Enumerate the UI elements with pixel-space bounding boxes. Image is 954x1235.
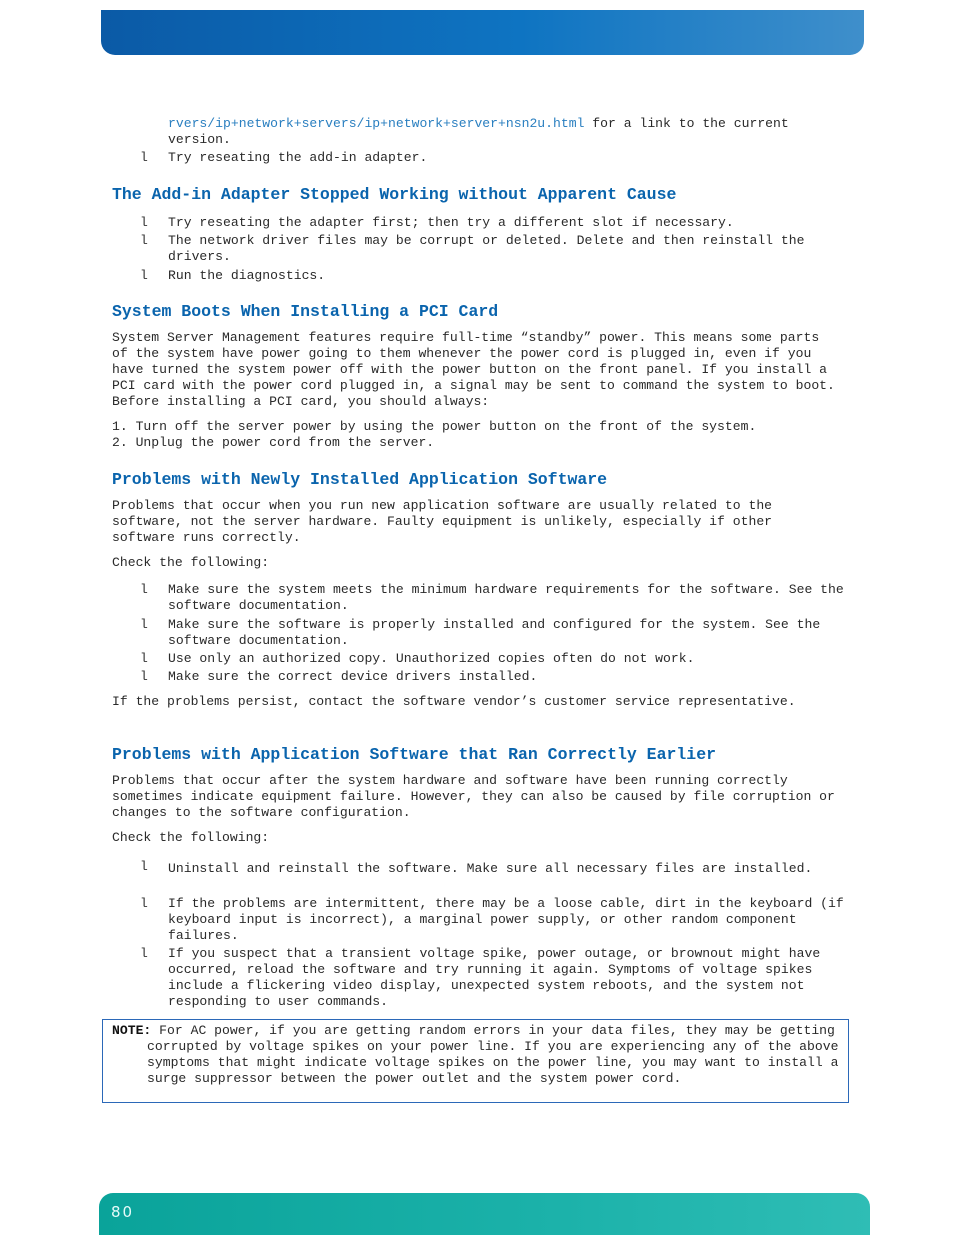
list-item: Try reseating the adapter first; then try a different slot if necessary. bbox=[168, 215, 734, 230]
heading-new-software: Problems with Newly Installed Application Software bbox=[112, 470, 608, 489]
list-item: The network driver files may be corrupt or deleted. Delete and then reinstall the drivers. bbox=[168, 233, 805, 264]
header-band bbox=[101, 10, 864, 55]
bullet-marker: l bbox=[140, 215, 148, 230]
bullet-marker: l bbox=[140, 582, 148, 597]
bullet-marker: l bbox=[140, 233, 148, 248]
step-item: 2. Unplug the power cord from the server. bbox=[112, 435, 435, 450]
system-boots-paragraph: System Server Management features require full-time “standby” power. This means some parts of the system have power going to them whenever the power cord is plugged in, even if you have turned the system power off with the power button on the front panel. If you install a PCI card with the power cord plugged in, a signal may be sent to command the system to boot. Before installing a PCI card, you should always: bbox=[112, 330, 835, 409]
page-number: 80 bbox=[111, 1203, 135, 1221]
bullet-marker: l bbox=[140, 150, 148, 165]
list-item: Use only an authorized copy. Unauthorized copies often do not work. bbox=[168, 651, 695, 666]
note-label: NOTE: bbox=[112, 1023, 152, 1038]
bullet-marker: l bbox=[140, 859, 148, 874]
list-item: Uninstall and reinstall the software. Make sure all necessary files are installed. bbox=[168, 861, 813, 876]
list-item: Make sure the correct device drivers installed. bbox=[168, 669, 538, 684]
note-text bbox=[112, 1023, 879, 1087]
list-item: Run the diagnostics. bbox=[168, 268, 326, 283]
heading-system-boots: System Boots When Installing a PCI Card bbox=[112, 302, 499, 321]
intro-link-line bbox=[168, 116, 848, 148]
closing-paragraph: If the problems persist, contact the software vendor’s customer service representative. bbox=[112, 694, 796, 709]
check-label: Check the following: bbox=[112, 830, 270, 845]
list-item: If the problems are intermittent, there may be a loose cable, dirt in the keyboard (if keyboard input is incorrect), a marginal power supply, or other random component failures. bbox=[168, 896, 844, 943]
earlier-software-paragraph: Problems that occur after the system hardware and software have been running correctly sometimes indicate equipment failure. However, they can also be caused by file corruption or changes to the software configuration. bbox=[112, 773, 835, 820]
heading-earlier-software: Problems with Application Software that Ran Correctly Earlier bbox=[112, 745, 716, 764]
step-item: 1. Turn off the server power by using the power button on the front of the system. bbox=[112, 419, 757, 434]
bullet-marker: l bbox=[140, 946, 148, 961]
list-item: If you suspect that a transient voltage spike, power outage, or brownout might have occurred, reload the software and try running it again. Symptoms of voltage spikes include a flickering video display, unexpected system reboots, and the system not responding to user commands. bbox=[168, 946, 821, 1009]
list-item: Make sure the software is properly installed and configured for the system. See the software documentation. bbox=[168, 617, 821, 648]
bullet-marker: l bbox=[140, 268, 148, 283]
check-label: Check the following: bbox=[112, 555, 270, 570]
bullet-marker: l bbox=[140, 617, 148, 632]
footer-band bbox=[99, 1193, 870, 1235]
new-software-paragraph: Problems that occur when you run new application software are usually related to the software, not the server hardware. Faulty equipment is unlikely, especially if other software runs correctly. bbox=[112, 498, 773, 545]
note-body: For AC power, if you are getting random errors in your data files, they may be getting corrupted by voltage spikes on your power line. If you are experiencing any of the above symptoms that might indicate voltage spikes on the power line, you may want to install a surge suppressor between the power outlet and the system power cord. bbox=[147, 1023, 839, 1086]
intro-bullet: Try reseating the add-in adapter. bbox=[168, 150, 428, 165]
vendor-link[interactable]: rvers/ip+network+servers/ip+network+server+nsn2u.html bbox=[168, 116, 585, 131]
note-box bbox=[102, 1019, 849, 1103]
list-item: Make sure the system meets the minimum hardware requirements for the software. See the software documentation. bbox=[168, 582, 844, 613]
bullet-marker: l bbox=[140, 669, 148, 684]
heading-adapter-stopped: The Add-in Adapter Stopped Working without Apparent Cause bbox=[112, 185, 677, 204]
bullet-marker: l bbox=[140, 896, 148, 911]
bullet-marker: l bbox=[140, 651, 148, 666]
intro-after-link: for a link to the current version. bbox=[168, 116, 789, 147]
